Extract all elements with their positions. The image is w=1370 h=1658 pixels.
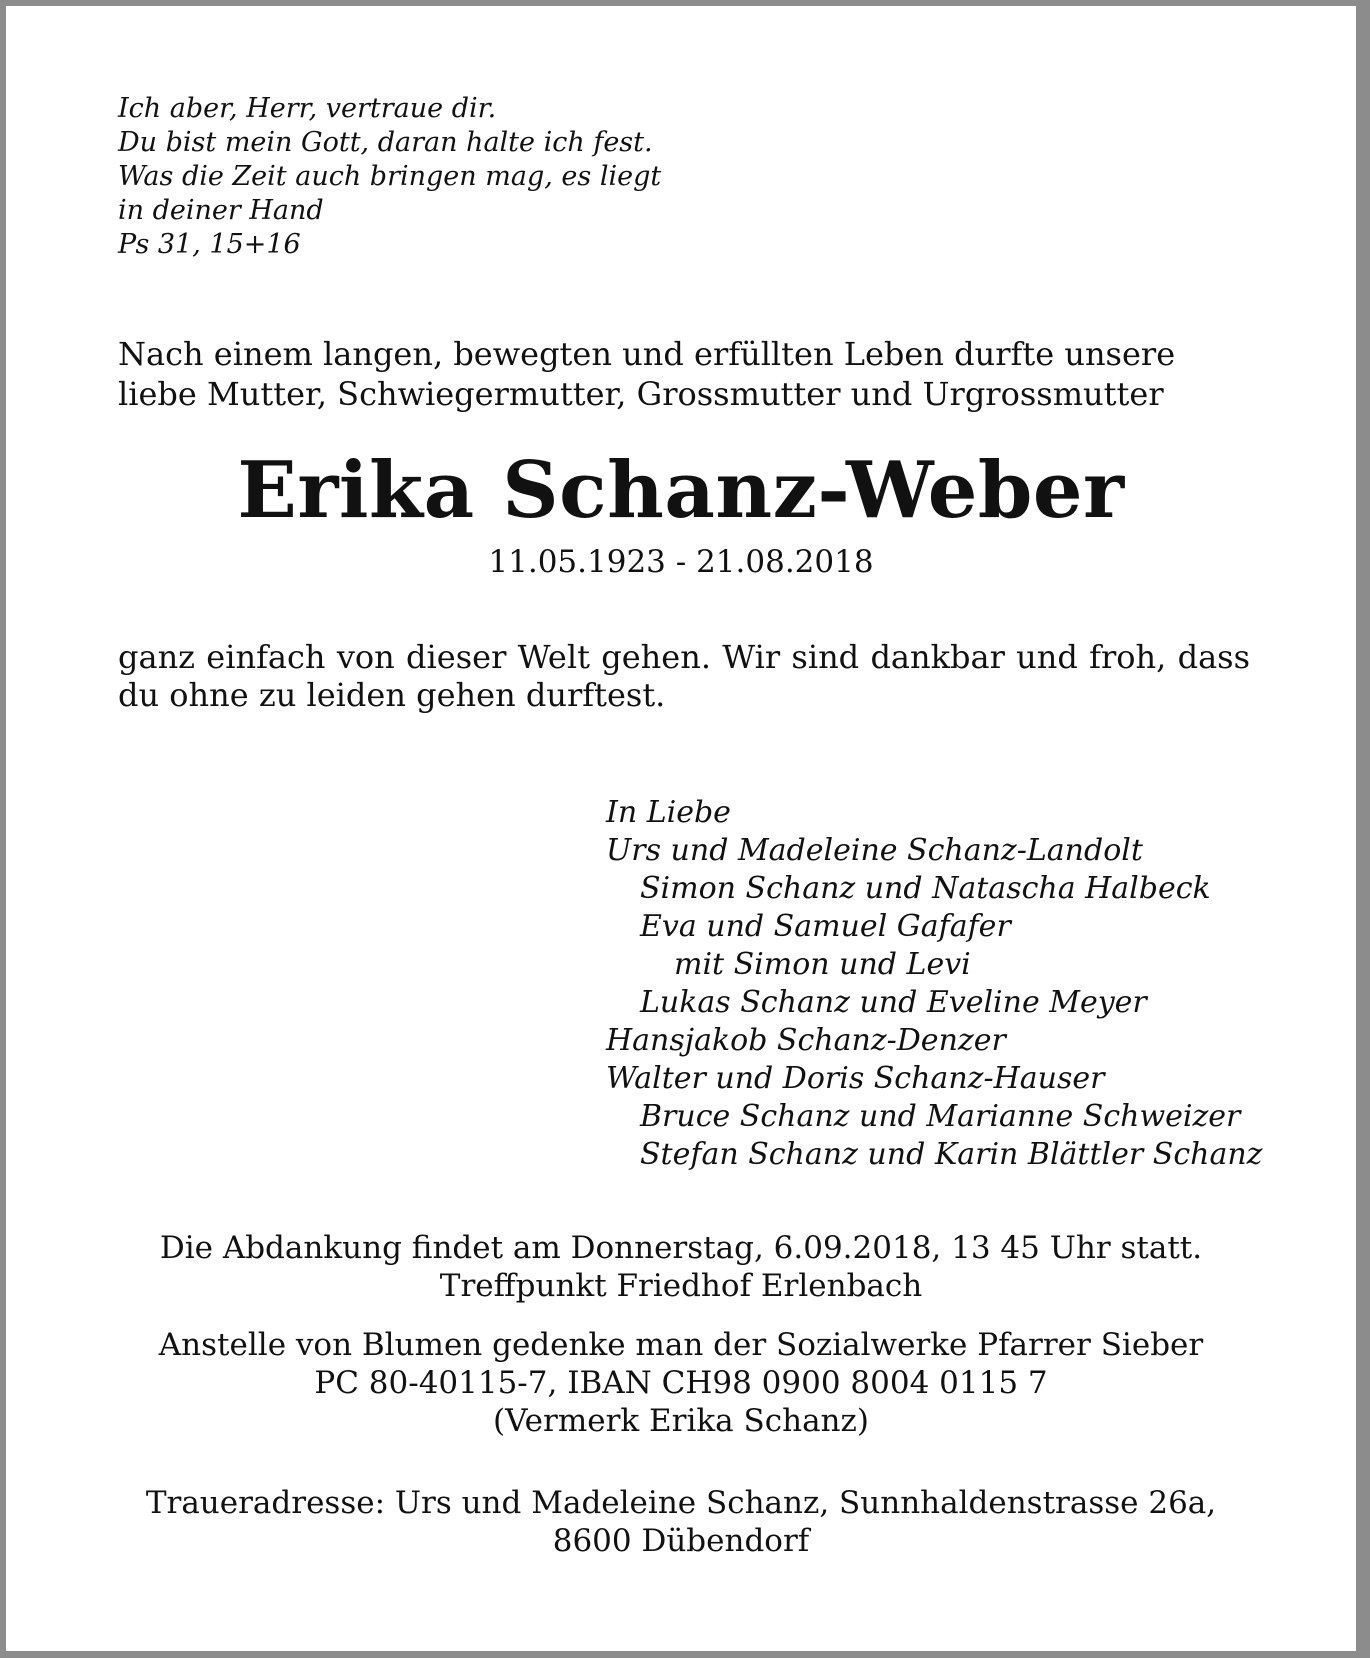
verse-line: Ich aber, Herr, vertraue dir. xyxy=(118,93,497,124)
intro-line: liebe Mutter, Schwiegermutter, Grossmutter und Urgrossmutter xyxy=(118,375,1164,413)
bible-verse xyxy=(118,92,661,262)
donation-line: Anstelle von Blumen gedenke man der Sozialwerke Pfarrer Sieber xyxy=(158,1327,1204,1363)
passing-text: ganz einfach von dieser Welt gehen. Wir sind dankbar und froh, dass du ohne zu leiden gehen durftest. xyxy=(118,638,1250,714)
verse-reference: Ps 31, 15+16 xyxy=(118,229,301,260)
deceased-name: Erika Schanz-Weber xyxy=(237,445,1125,536)
address-line: 8600 Dübendorf xyxy=(552,1523,810,1559)
mourning-address xyxy=(6,1484,1356,1560)
address-line: Traueradresse: Urs und Madeleine Schanz, Sunnhaldenstrasse 26a, xyxy=(145,1485,1217,1521)
verse-line: in deiner Hand xyxy=(118,195,324,226)
family-member: Stefan Schanz und Karin Blättler Schanz xyxy=(640,1137,1263,1172)
family-member: mit Simon und Levi xyxy=(674,947,971,982)
family-heading: In Liebe xyxy=(606,795,731,830)
family-member: Urs und Madeleine Schanz-Landolt xyxy=(606,833,1143,868)
family-member: Walter und Doris Schanz-Hauser xyxy=(606,1061,1105,1096)
verse-line: Was die Zeit auch bringen mag, es liegt xyxy=(118,161,662,192)
family-member: Bruce Schanz und Marianne Schweizer xyxy=(640,1099,1241,1134)
family-member: Simon Schanz und Natascha Halbeck xyxy=(640,871,1211,906)
family-member: Eva und Samuel Gafafer xyxy=(640,909,1011,944)
donation-line: PC 80-40115-7, IBAN CH98 0900 8004 0115 7 xyxy=(314,1365,1048,1401)
intro-line: Nach einem langen, bewegten und erfüllten Leben durfte unsere xyxy=(118,335,1176,373)
donation-line: (Vermerk Erika Schanz) xyxy=(493,1403,869,1439)
life-dates: 11.05.1923 - 21.08.2018 xyxy=(488,544,874,580)
verse-line: Du bist mein Gott, daran halte ich fest. xyxy=(118,127,653,158)
family-member: Lukas Schanz und Eveline Meyer xyxy=(640,985,1147,1020)
family-member: Hansjakob Schanz-Denzer xyxy=(606,1023,1006,1058)
intro-text xyxy=(118,334,1238,414)
family-list xyxy=(606,794,1262,1174)
funeral-line: Treffpunkt Friedhof Erlenbach xyxy=(439,1268,923,1304)
donation-notice xyxy=(6,1326,1356,1440)
funeral-line: Die Abdankung findet am Donnerstag, 6.09.2018, 13 45 Uhr statt. xyxy=(159,1230,1203,1266)
funeral-notice xyxy=(6,1229,1356,1305)
obituary-page xyxy=(6,6,1356,1651)
